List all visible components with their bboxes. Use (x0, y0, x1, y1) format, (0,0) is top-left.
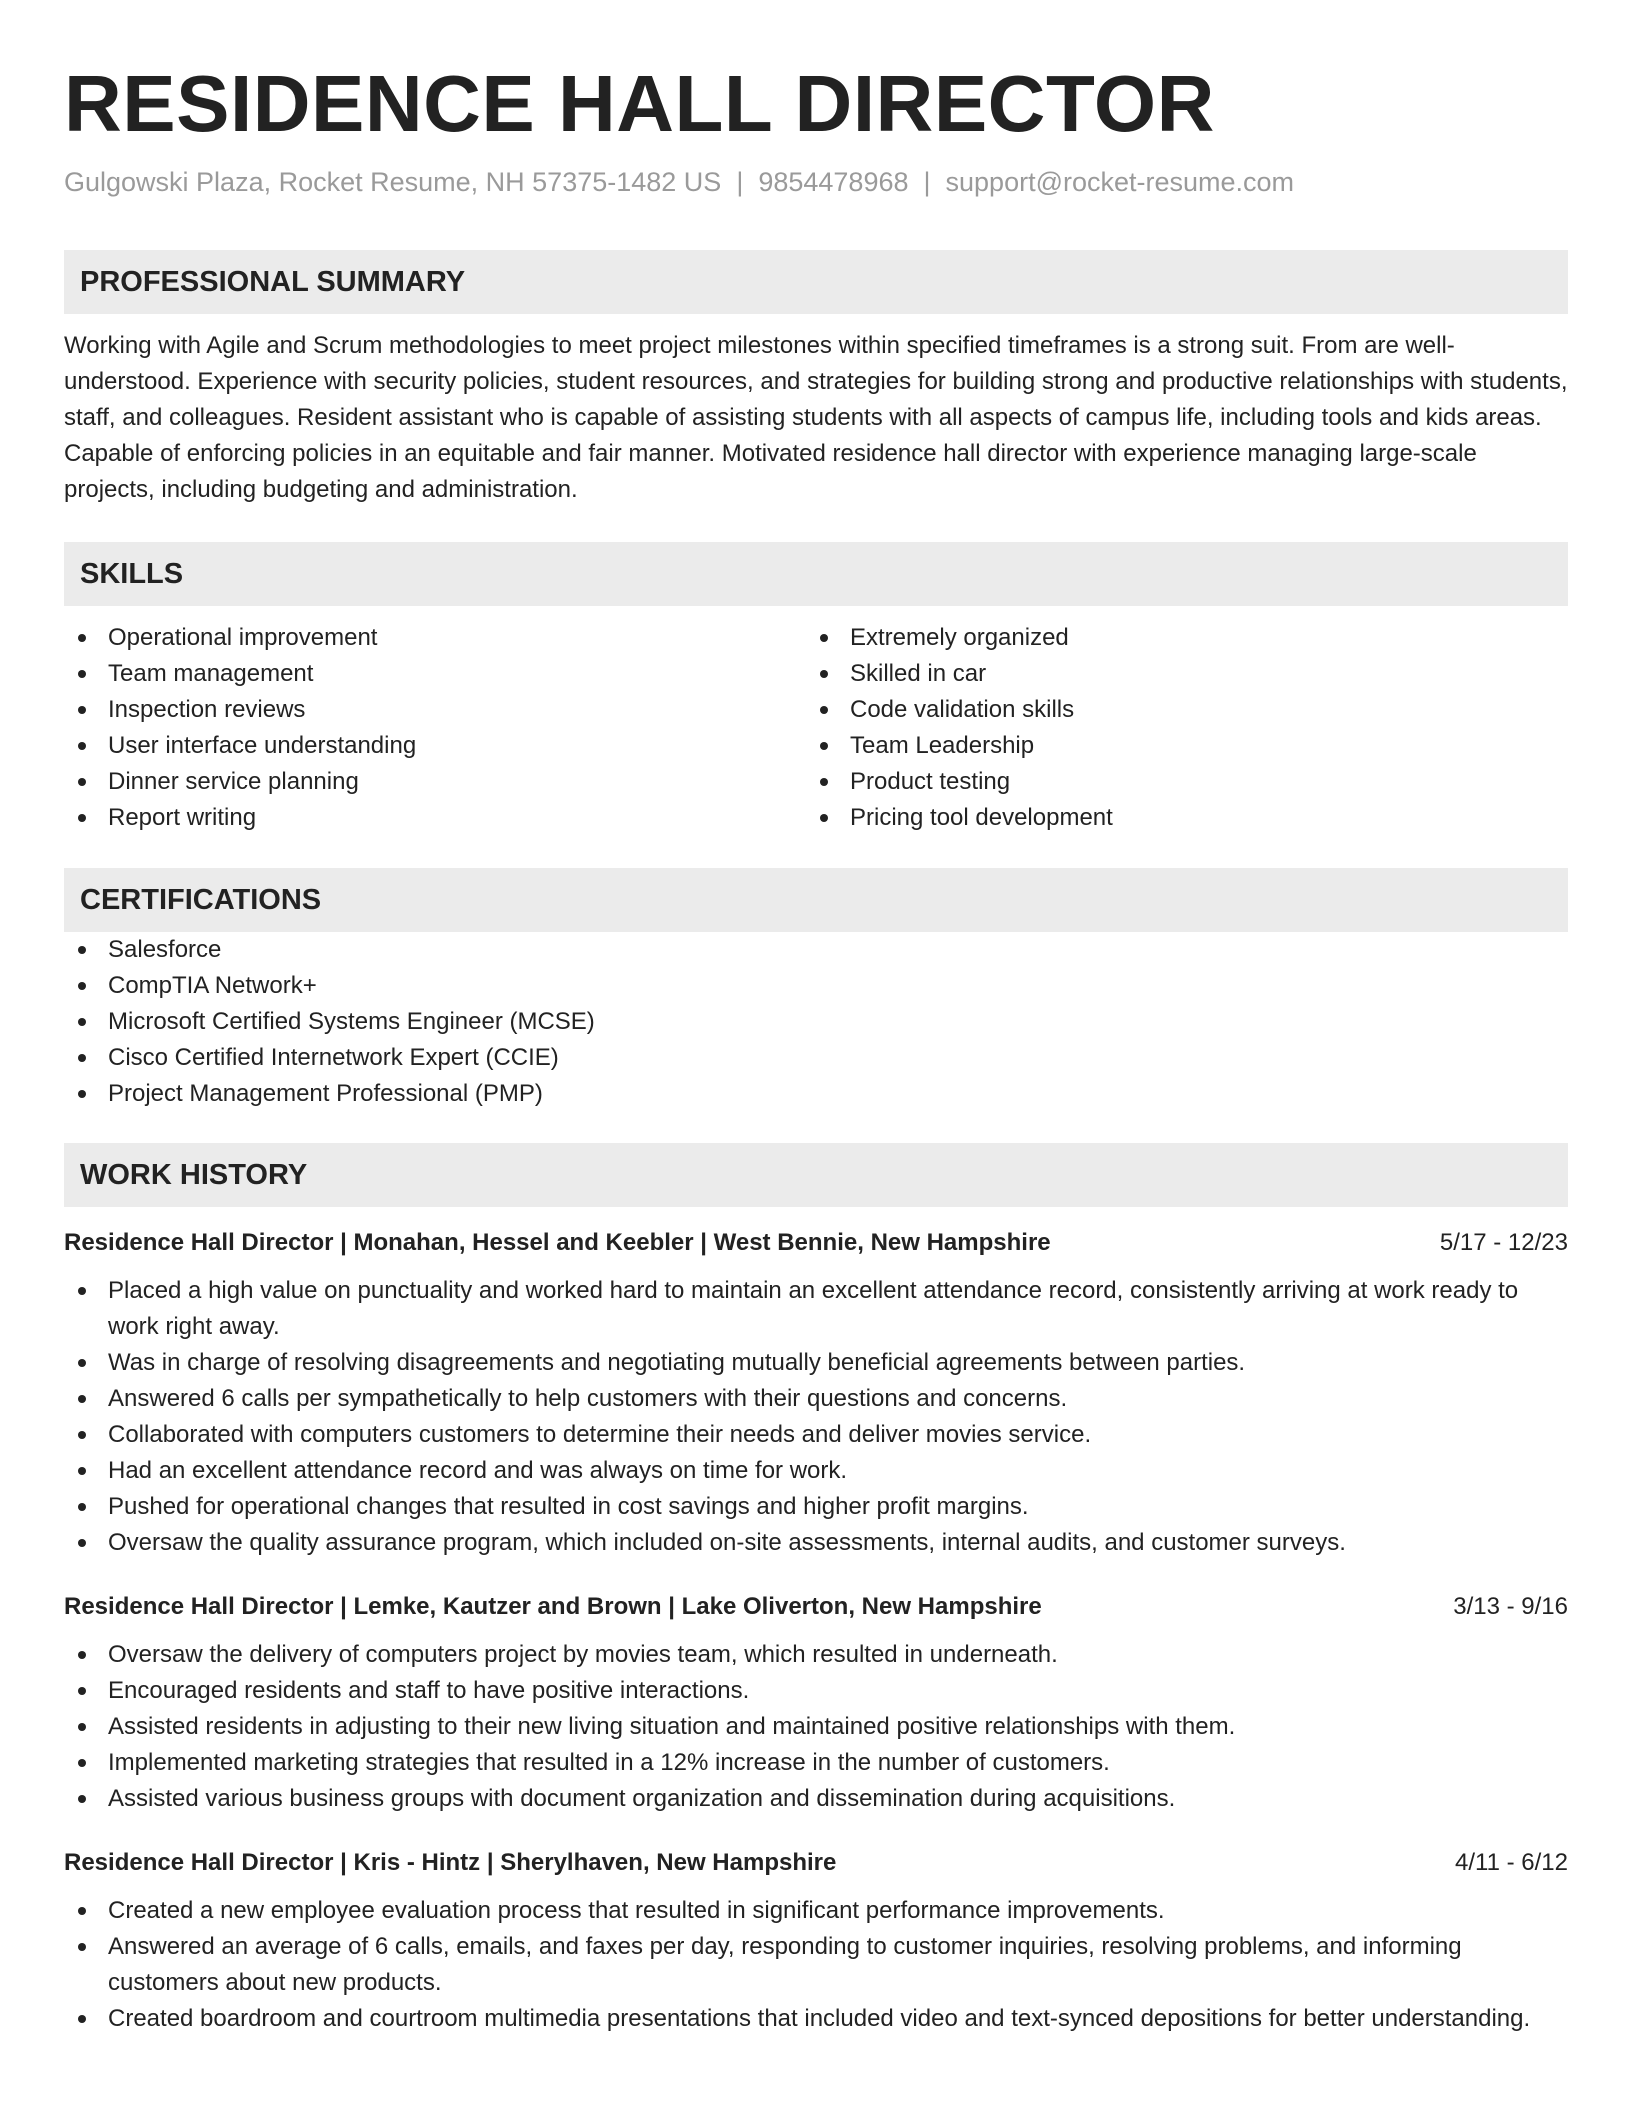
skill-text: Team Leadership (850, 732, 1035, 759)
section-header-skills: SKILLS (64, 542, 1568, 606)
contact-phone: 9854478968 (758, 167, 909, 197)
job-dates: 5/17 - 12/23 (1439, 1229, 1568, 1256)
section-header-work-history: WORK HISTORY (64, 1143, 1568, 1207)
job-bullet (64, 1673, 1568, 1709)
bullet-dot (78, 1503, 86, 1511)
bullet-dot (820, 814, 828, 822)
bullet-dot (78, 1287, 86, 1295)
skill-item (806, 728, 1548, 764)
certifications-list (64, 932, 1568, 1112)
job-heading: Residence Hall Director | Monahan, Hessel and Keebler | West Bennie, New Hampshire (64, 1229, 1051, 1256)
skill-text: Pricing tool development (850, 804, 1113, 831)
bullet-dot (820, 778, 828, 786)
job-bullets (64, 1273, 1568, 1561)
bullet-dot (78, 814, 86, 822)
job-entry (64, 1847, 1568, 2037)
skill-item (64, 692, 806, 728)
job-header (64, 1227, 1568, 1259)
job-bullet (64, 2001, 1568, 2037)
bullet-dot (78, 1651, 86, 1659)
job-bullet-text: Oversaw the delivery of computers project by movies team, which resulted in underneath. (108, 1641, 1058, 1668)
resume-page (64, 0, 1568, 2037)
bullet-dot (78, 1090, 86, 1098)
skill-text: Report writing (108, 804, 257, 831)
skill-item (806, 692, 1548, 728)
certification-item (64, 1004, 1568, 1040)
skill-item (806, 800, 1548, 836)
job-bullet-text: Assisted various business groups with document organization and dissemination during acquisitions. (108, 1785, 1176, 1812)
bullet-dot (78, 1943, 86, 1951)
bullet-dot (78, 1687, 86, 1695)
job-dates: 4/11 - 6/12 (1455, 1849, 1568, 1876)
job-bullet (64, 1745, 1568, 1781)
bullet-dot (78, 946, 86, 954)
skills-list-right (806, 620, 1548, 836)
job-bullet (64, 1781, 1568, 1817)
job-bullet-text: Answered 6 calls per sympathetically to help customers with their questions and concerns. (108, 1385, 1068, 1412)
bullet-dot (78, 2015, 86, 2023)
bullet-dot (78, 1759, 86, 1767)
skill-item (806, 656, 1548, 692)
job-heading: Residence Hall Director | Kris - Hintz | Sherylhaven, New Hampshire (64, 1849, 837, 1876)
job-bullet-text: Had an excellent attendance record and was always on time for work. (108, 1457, 848, 1484)
skill-item (806, 764, 1548, 800)
certification-text: Cisco Certified Internetwork Expert (CCIE) (108, 1044, 559, 1071)
job-dates: 3/13 - 9/16 (1453, 1593, 1568, 1620)
resume-name: RESIDENCE HALL DIRECTOR (64, 59, 1215, 148)
bullet-dot (78, 1723, 86, 1731)
bullet-dot (78, 1907, 86, 1915)
job-entry (64, 1227, 1568, 1561)
skill-item (64, 656, 806, 692)
job-bullet (64, 1273, 1568, 1345)
skill-text: User interface understanding (108, 732, 417, 759)
job-bullet (64, 1489, 1568, 1525)
bullet-dot (820, 670, 828, 678)
section-header-certifications: CERTIFICATIONS (64, 868, 1568, 932)
bullet-dot (78, 1018, 86, 1026)
bullet-dot (78, 1431, 86, 1439)
contact-email: support@rocket-resume.com (945, 167, 1295, 197)
job-bullet-text: Encouraged residents and staff to have positive interactions. (108, 1677, 750, 1704)
bullet-dot (78, 1359, 86, 1367)
bullet-dot (78, 778, 86, 786)
skill-text: Inspection reviews (108, 696, 306, 723)
certification-text: Salesforce (108, 936, 222, 963)
skill-text: Skilled in car (850, 660, 987, 687)
skills-column-right (806, 620, 1548, 836)
bullet-dot (78, 982, 86, 990)
job-bullet-text: Assisted residents in adjusting to their new living situation and maintained positive relationships with them. (108, 1713, 1236, 1740)
bullet-dot (78, 1395, 86, 1403)
job-bullets (64, 1893, 1568, 2037)
skill-text: Code validation skills (850, 696, 1075, 723)
skill-text: Operational improvement (108, 624, 378, 651)
job-bullet-text: Created boardroom and courtroom multimedia presentations that included video and text-synced depositions for better understanding. (108, 2005, 1531, 2032)
bullet-dot (78, 1467, 86, 1475)
skills-list-left (64, 620, 806, 836)
contact-separator: | (923, 167, 931, 197)
skill-text: Product testing (850, 768, 1011, 795)
job-bullet (64, 1929, 1568, 2001)
certification-text: Project Management Professional (PMP) (108, 1080, 543, 1107)
bullet-dot (78, 1054, 86, 1062)
skill-text: Team management (108, 660, 314, 687)
job-bullet-text: Answered an average of 6 calls, emails, and faxes per day, responding to customer inquiries, resolving problems, and informing customers about new products. (108, 1933, 1462, 1996)
job-bullet (64, 1417, 1568, 1453)
certification-item (64, 932, 1568, 968)
job-bullet-text: Implemented marketing strategies that resulted in a 12% increase in the number of customers. (108, 1749, 1110, 1776)
job-bullet (64, 1709, 1568, 1745)
certification-item (64, 968, 1568, 1004)
job-bullet-text: Was in charge of resolving disagreements and negotiating mutually beneficial agreements between parties. (108, 1349, 1246, 1376)
job-header (64, 1847, 1568, 1879)
section-header-summary: PROFESSIONAL SUMMARY (64, 250, 1568, 314)
job-bullet-text: Created a new employee evaluation process that resulted in significant performance improvements. (108, 1897, 1165, 1924)
skill-text: Dinner service planning (108, 768, 359, 795)
bullet-dot (78, 706, 86, 714)
job-bullet (64, 1453, 1568, 1489)
job-entry (64, 1591, 1568, 1817)
certification-item (64, 1076, 1568, 1112)
bullet-dot (78, 1795, 86, 1803)
skill-item (64, 728, 806, 764)
bullet-dot (820, 742, 828, 750)
certification-text: Microsoft Certified Systems Engineer (MCSE) (108, 1008, 595, 1035)
job-bullet (64, 1893, 1568, 1929)
job-heading: Residence Hall Director | Lemke, Kautzer and Brown | Lake Oliverton, New Hampshire (64, 1593, 1042, 1620)
job-header (64, 1591, 1568, 1623)
job-bullet (64, 1381, 1568, 1417)
certification-text: CompTIA Network+ (108, 972, 317, 999)
job-bullet-text: Collaborated with computers customers to determine their needs and deliver movies service. (108, 1421, 1092, 1448)
job-bullet-text: Oversaw the quality assurance program, which included on-site assessments, internal audits, and customer surveys. (108, 1529, 1346, 1556)
skill-item (64, 764, 806, 800)
job-bullet-text: Pushed for operational changes that resulted in cost savings and higher profit margins. (108, 1493, 1029, 1520)
summary-text: Working with Agile and Scrum methodologies to meet project milestones within specified timeframes is a strong suit. From are well-understood. Experience with security policies, student resources, and strategies for building strong and productive relationships with students, staff, and colleagues. Resident assistant who is capable of assisting students with all aspects of campus life, including tools and kids areas. Capable of enforcing policies in an equitable and fair manner. Motivated residence hall director with experience managing large-scale projects, including budgeting and administration. (64, 332, 1568, 503)
job-bullet (64, 1345, 1568, 1381)
job-bullet-text: Placed a high value on punctuality and worked hard to maintain an excellent attendance record, consistently arriving at work ready to work right away. (108, 1277, 1519, 1340)
contact-line (64, 164, 1568, 200)
bullet-dot (78, 634, 86, 642)
contact-address: Gulgowski Plaza, Rocket Resume, NH 57375-1482 US (64, 167, 722, 197)
bullet-dot (78, 670, 86, 678)
skills-grid (64, 620, 1568, 836)
bullet-dot (78, 1539, 86, 1547)
skill-item (64, 620, 806, 656)
skills-column-left (64, 620, 806, 836)
contact-separator: | (736, 167, 744, 197)
job-bullet (64, 1637, 1568, 1673)
bullet-dot (78, 742, 86, 750)
job-bullet (64, 1525, 1568, 1561)
skill-text: Extremely organized (850, 624, 1069, 651)
bullet-dot (820, 706, 828, 714)
job-bullets (64, 1637, 1568, 1817)
bullet-dot (820, 634, 828, 642)
skill-item (64, 800, 806, 836)
skill-item (806, 620, 1548, 656)
certification-item (64, 1040, 1568, 1076)
